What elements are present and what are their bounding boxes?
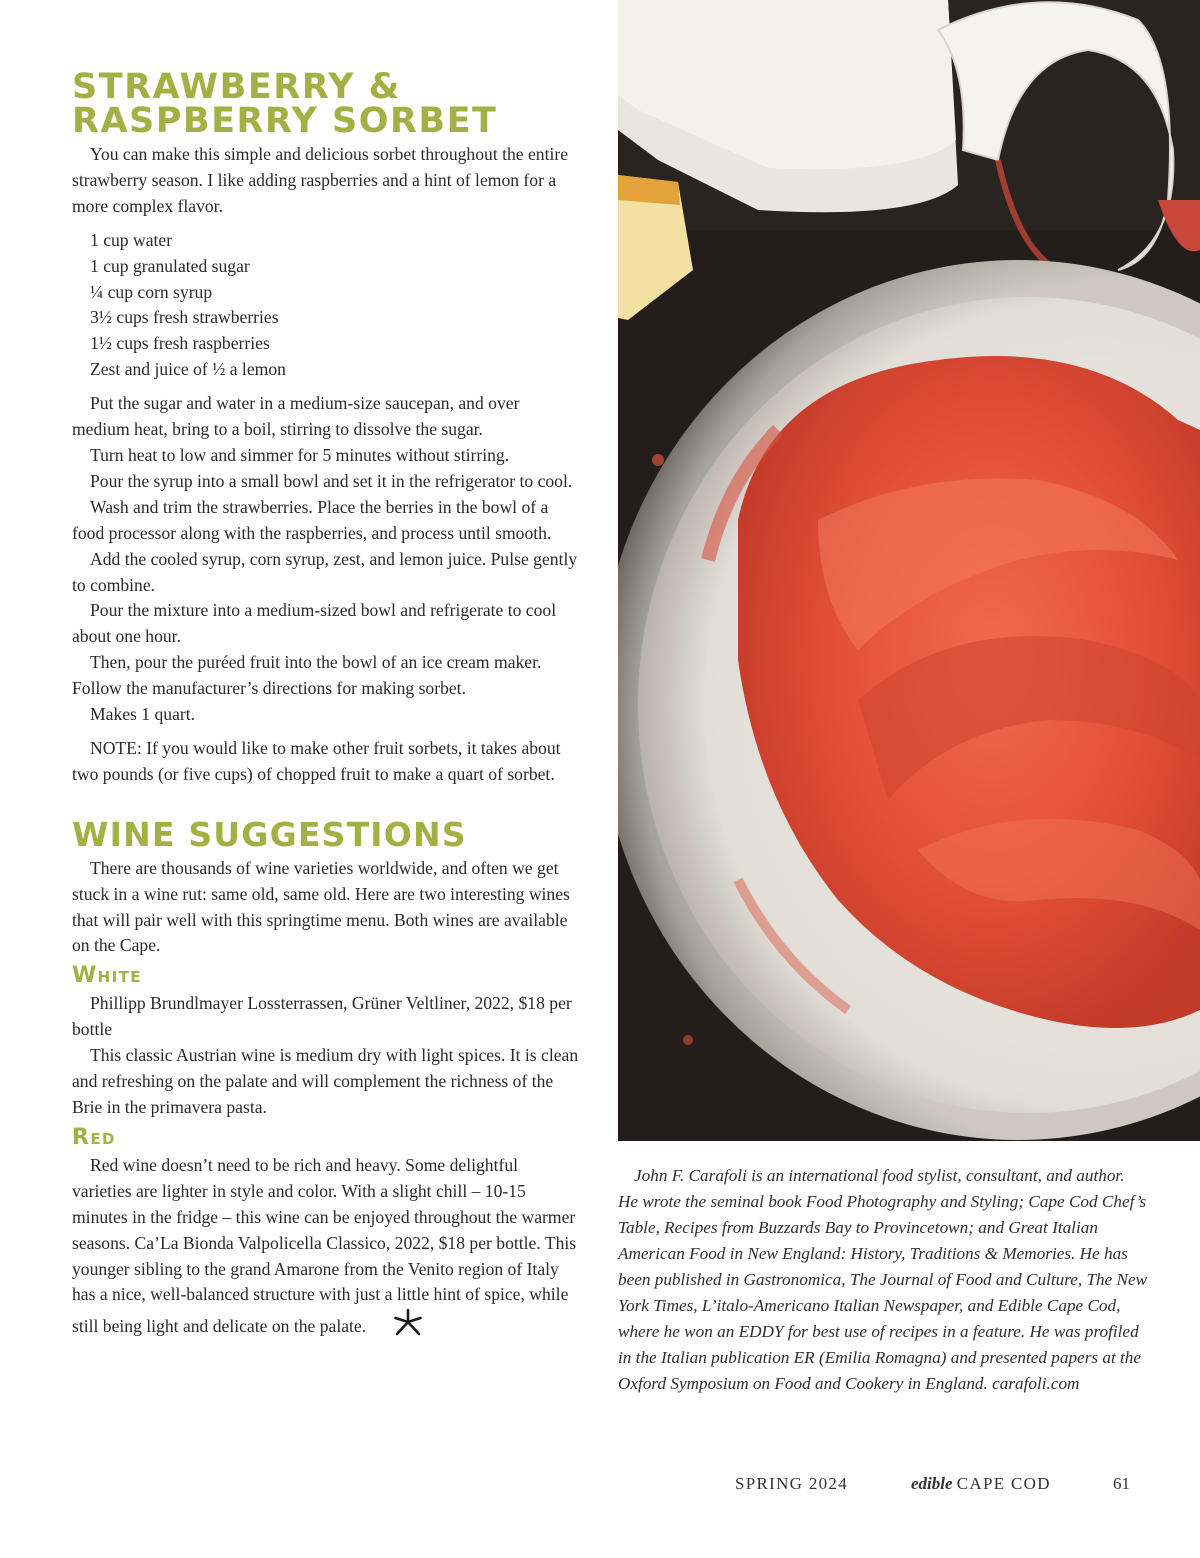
- magazine-name-rest: CAPE COD: [956, 1474, 1051, 1493]
- ingredient-item: ¼ cup corn syrup: [90, 281, 213, 302]
- author-bio: John F. Carafoli is an international food stylist, consultant, and author. He wrote the seminal book Food Photography and Styling; Cape Cod Chef’s Table, Recipes from Buzzards Bay to Provincetown; and Great Italian American Food in New England: History, Traditions & Memories. He has been published in Gastronomica, The Journal of Food and Culture, The New York Times, L’italo-Americano Italian Newspaper, and Edible Cape Cod, where he won an EDDY for best use of recipes in a feature. He was profiled in the Italian publication ER (Emilia Romagna) and presented papers at the Oxford Symposium on Food and Cookery in England. carafoli.com: [618, 1166, 1148, 1393]
- recipe-step: Wash and trim the strawberries. Place the berries in the bowl of a food processor along with the raspberries, and process until smooth.: [72, 496, 552, 543]
- issue-season: SPRING 2024: [735, 1474, 849, 1493]
- page-number: 61: [1113, 1474, 1130, 1493]
- recipe-step: Pour the mixture into a medium-sized bowl and refrigerate to cool about one hour.: [72, 600, 557, 647]
- recipe-step: Add the cooled syrup, corn syrup, zest, and lemon juice. Pulse gently to combine.: [72, 548, 578, 595]
- red-wine-description: [72, 1153, 580, 1344]
- ingredient-list: [72, 228, 580, 383]
- ingredient-item: 3½ cups fresh strawberries: [90, 307, 279, 328]
- white-wine-name: Phillipp Brundlmayer Lossterrassen, Grüner Veltliner, 2022, $18 per bottle: [72, 993, 572, 1040]
- recipe-yield: Makes 1 quart.: [90, 704, 196, 725]
- recipe-title: [72, 67, 580, 141]
- ingredient-item: 1 cup granulated sugar: [90, 255, 250, 276]
- ingredient-item: 1½ cups fresh raspberries: [90, 333, 270, 354]
- recipe-title-line-2: RASPBERRY SORBET: [72, 101, 498, 141]
- red-wine-text: Red wine doesn’t need to be rich and heavy. Some delightful varieties are lighter in style and color. With a slight chill – 10-15 minutes in the fridge – this wine can be enjoyed throughout the warmer seasons. Ca’La Bionda Valpolicella Classico, 2022, $18 per bottle. This younger sibling to the grand Amarone from the Venito region of Italy has a nice, well-balanced structure with just a little hint of spice, while still being light and delicate on the palate.: [72, 1154, 577, 1337]
- recipe-intro: You can make this simple and delicious sorbet throughout the entire strawberry season. I like adding raspberries and a hint of lemon for a more complex flavor.: [72, 144, 569, 216]
- red-wine-heading: Red: [72, 1124, 116, 1150]
- page-footer: [735, 1474, 1130, 1498]
- wine-section-title: WINE SUGGESTIONS: [72, 814, 467, 854]
- magazine-name-italic: edible: [911, 1474, 953, 1493]
- ingredient-item: Zest and juice of ½ a lemon: [90, 359, 286, 380]
- recipe-steps: [72, 391, 580, 728]
- sorbet-photo: [618, 0, 1200, 1141]
- magazine-name: [911, 1474, 1051, 1494]
- wine-intro: There are thousands of wine varieties worldwide, and often we get stuck in a wine rut: same old, same old. Here are two interesting wines that will pair well with this springtime menu. Both wines are available on the Cape.: [72, 857, 570, 956]
- recipe-step: Turn heat to low and simmer for 5 minutes without stirring.: [90, 444, 510, 465]
- recipe-note: NOTE: If you would like to make other fruit sorbets, it takes about two pounds (or five cups) of chopped fruit to make a quart of sorbet.: [72, 737, 561, 784]
- recipe-step: Put the sugar and water in a medium-size saucepan, and over medium heat, bring to a boil, stirring to dissolve the sugar.: [72, 393, 520, 440]
- recipe-step: Pour the syrup into a small bowl and set it in the refrigerator to cool.: [90, 470, 573, 491]
- ingredient-item: 1 cup water: [90, 229, 173, 250]
- white-wine-heading: White: [72, 963, 142, 989]
- white-wine-description: This classic Austrian wine is medium dry with light spices. It is clean and refreshing on the palate and will complement the richness of the Brie in the primavera pasta.: [72, 1045, 579, 1117]
- asterisk-star-icon: [376, 1308, 422, 1344]
- recipe-title-line-1: STRAWBERRY &: [72, 67, 401, 107]
- recipe-column: [72, 67, 580, 1344]
- recipe-step: Then, pour the puréed fruit into the bowl of an ice cream maker. Follow the manufacturer’s directions for making sorbet.: [72, 652, 542, 699]
